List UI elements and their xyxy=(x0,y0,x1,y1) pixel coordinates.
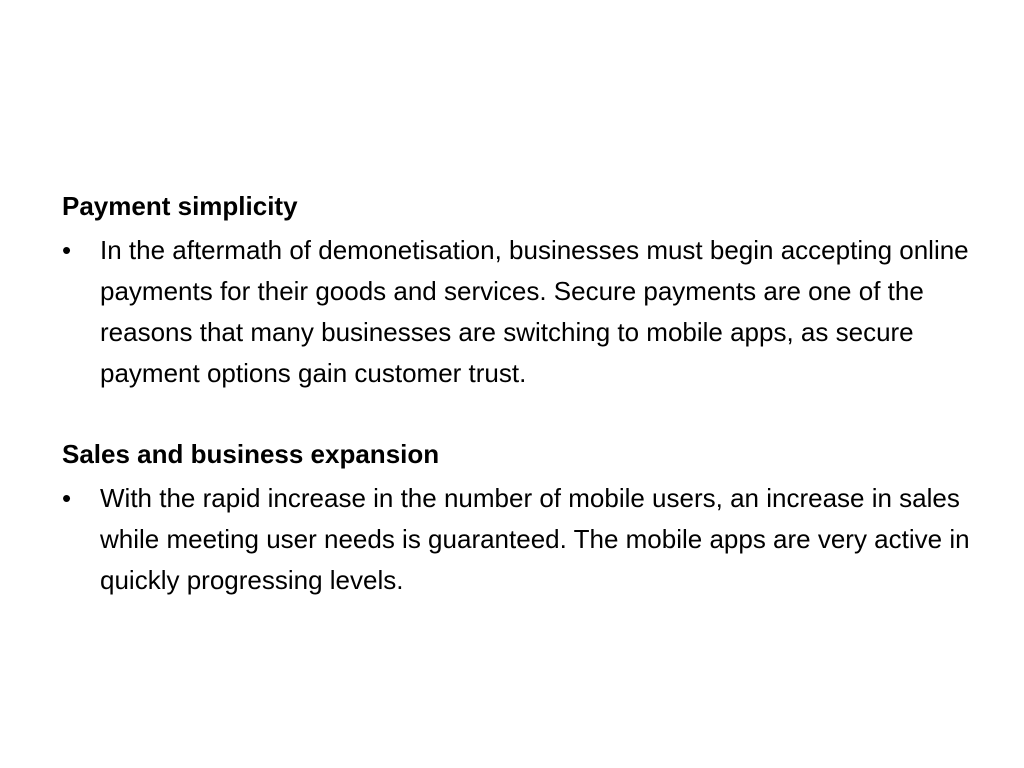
section-sales-expansion xyxy=(62,434,982,601)
bullet-item xyxy=(62,478,982,601)
section-heading: Sales and business expansion xyxy=(62,439,440,469)
section-gap xyxy=(62,394,982,434)
section-heading: Payment simplicity xyxy=(62,191,298,221)
bullet-text: In the aftermath of demonetisation, businesses must begin accepting online payments for their goods and services. Secure payments are one of the reasons that many businesses are switching to mobile apps, as secure payment options gain customer trust. xyxy=(100,235,969,388)
bullet-item xyxy=(62,230,982,394)
bullet-icon: • xyxy=(62,483,72,513)
slide-content xyxy=(62,186,982,601)
bullet-icon: • xyxy=(62,235,72,265)
bullet-list xyxy=(62,230,982,394)
section-payment-simplicity xyxy=(62,186,982,394)
bullet-text: With the rapid increase in the number of mobile users, an increase in sales while meeting user needs is guaranteed. The mobile apps are very active in quickly progressing levels. xyxy=(100,483,970,595)
bullet-list xyxy=(62,478,982,601)
